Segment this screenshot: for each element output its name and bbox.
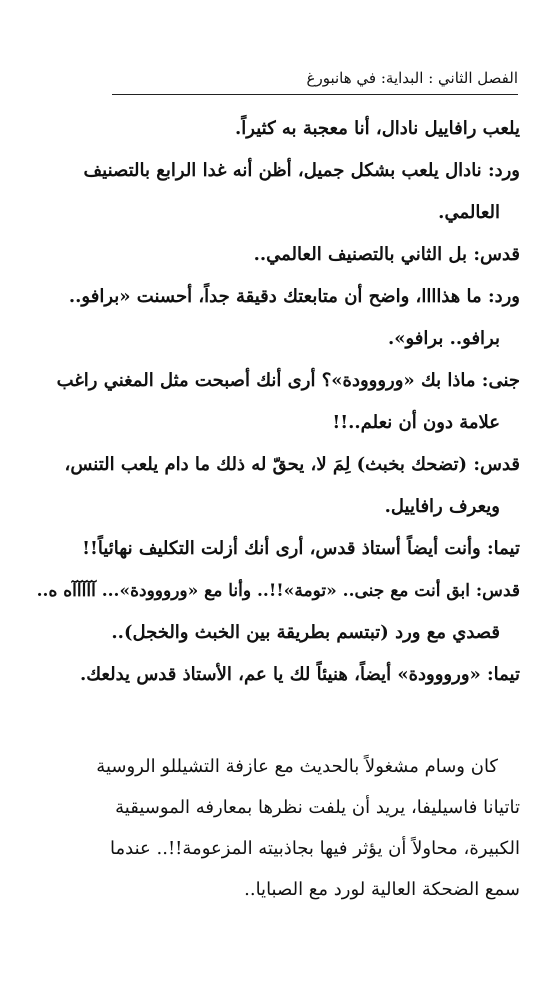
dialogue-line: قدس: بل الثاني بالتصنيف العالمي.. — [253, 244, 520, 265]
dialogue-line: يلعب رافاييل نادال، أنا معجبة به كثيراً. — [235, 118, 520, 139]
dialogue-line: قدس: ابق أنت مع جنى.. «تومة»!!.. وأنا مع «ورووودة»... آآآآآه ه.. — [36, 581, 520, 601]
running-header — [112, 64, 518, 95]
prose-line: الكبيرة، محاولاً أن يؤثر فيها بجاذبيته المزعومة!!.. عندما — [110, 838, 520, 859]
prose-line: سمع الضحكة العالية لورد مع الصبايا.. — [244, 879, 520, 900]
dialogue-line: ورد: نادال يلعب بشكل جميل، أظن أنه غدا الرابع بالتصنيف — [83, 160, 520, 181]
dialogue-line: العالمي. — [438, 202, 500, 223]
prose-paragraph — [32, 746, 520, 910]
dialogue-block — [32, 108, 520, 696]
dialogue-line: ويعرف رافاييل. — [384, 496, 500, 517]
dialogue-line: ورد: ما هذاااا، واضح أن متابعتك دقيقة جداً، أحسنت «برافو.. — [68, 286, 520, 307]
dialogue-line: برافو.. برافو». — [387, 328, 500, 349]
dialogue-line: جنى: ماذا بك «ورووودة»؟ أرى أنك أصبحت مثل المغني راغب — [56, 370, 520, 391]
running-title: الفصل الثاني : البداية: في هانبورغ — [306, 69, 518, 87]
dialogue-line: تيما: «ورووودة» أيضاً، هنيئاً لك يا عم، الأستاذ قدس يدلعك. — [79, 664, 520, 685]
prose-line: تاتيانا فاسيليفا، يريد أن يلفت نظرها بمعارفه الموسيقية — [115, 797, 520, 818]
dialogue-line: قدس: (تضحك بخبث) لِمَ لا، يحقّ له ذلك ما دام يلعب التنس، — [64, 454, 520, 475]
dialogue-line: علامة دون أن نعلم..!! — [332, 412, 500, 433]
dialogue-line: قصدي مع ورد (تبتسم بطريقة بين الخبث والخجل).. — [111, 622, 500, 643]
dialogue-line: تيما: وأنت أيضاً أستاذ قدس، أرى أنك أزلت التكليف نهائياً!! — [82, 538, 520, 559]
prose-line: كان وسام مشغولاً بالحديث مع عازفة التشيللو الروسية — [96, 756, 498, 777]
